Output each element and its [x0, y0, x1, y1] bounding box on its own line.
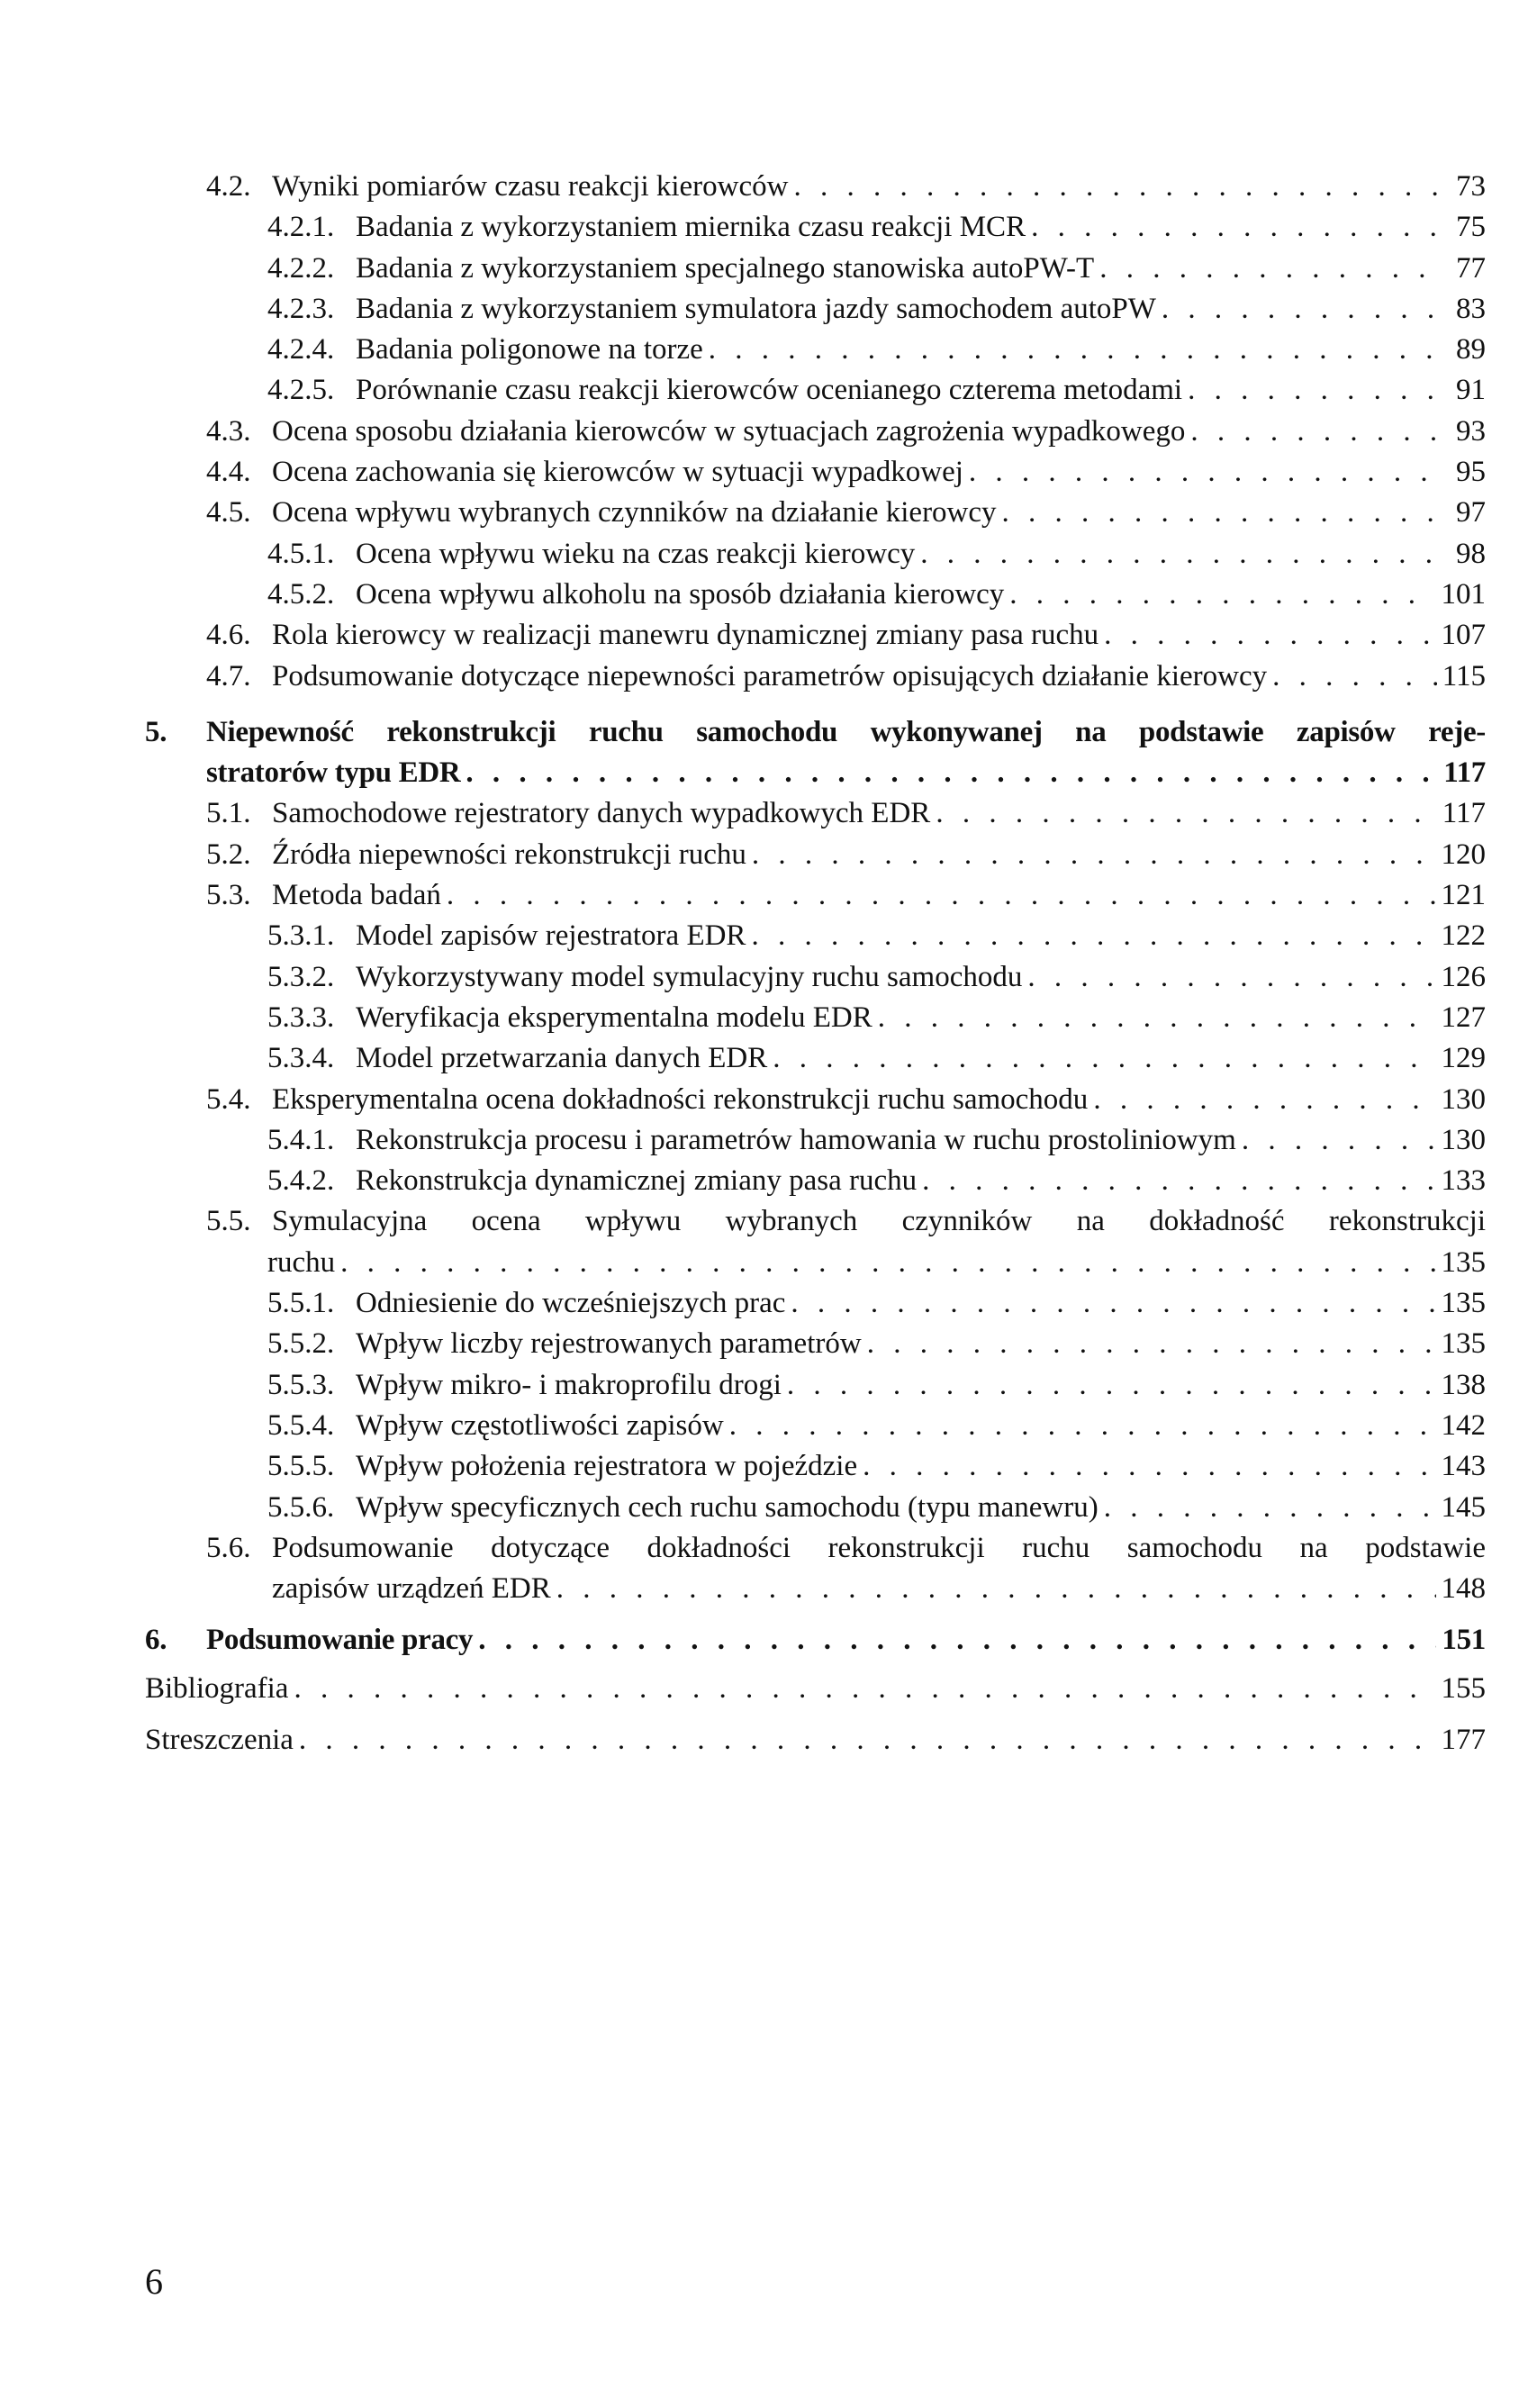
entry-number: 5.5. [206, 1205, 251, 1238]
dot-leader [447, 875, 1436, 916]
entry-title: Weryfikacja eksperymentalna modelu EDR [356, 1000, 872, 1034]
entry-page: 89 [1456, 333, 1486, 367]
dot-leader [922, 1161, 1435, 1201]
entry-number: 4.2. [206, 170, 251, 203]
dot-leader [1242, 1120, 1436, 1161]
entry-number: 4.2.5. [267, 374, 335, 407]
entry-page: 135 [1441, 1327, 1486, 1361]
entry-number: 5.1. [206, 797, 251, 830]
dot-leader [1104, 1488, 1436, 1528]
toc-entry[interactable] [145, 1201, 1486, 1283]
dot-leader [1002, 493, 1444, 533]
toc-entry[interactable] [145, 656, 1486, 697]
toc-entry[interactable] [145, 370, 1486, 411]
entry-number: 4.5.1. [267, 537, 335, 570]
entry-page: 126 [1441, 960, 1486, 993]
dot-leader [1009, 575, 1435, 615]
dot-leader [791, 1283, 1435, 1324]
entry-title: Bibliografia [145, 1671, 289, 1705]
entry-number: 6. [145, 1624, 167, 1657]
entry-number: 5.5.5. [267, 1450, 335, 1483]
toc-entry[interactable] [145, 1283, 1486, 1324]
dot-leader [556, 1569, 1436, 1609]
entry-title: Ocena sposobu działania kierowców w sytuacjach zagrożenia wypadkowego [272, 414, 1186, 448]
entry-number: 5.5.3. [267, 1368, 335, 1401]
dot-leader [751, 916, 1435, 956]
dot-leader [1031, 207, 1444, 248]
entry-number: 5.2. [206, 837, 251, 871]
entry-title: Model przetwarzania danych EDR [356, 1042, 768, 1075]
dot-leader [340, 1243, 1435, 1283]
toc-chapter-6[interactable] [145, 1620, 1486, 1661]
entry-title: Niepewność rekonstrukcji ruchu samochodu wykonywanej na podstawie zapisów reje- [206, 715, 1486, 748]
entry-page: 117 [1443, 756, 1486, 790]
entry-number: 5.3.1. [267, 919, 335, 953]
entry-page: 93 [1456, 414, 1486, 448]
entry-page: 130 [1441, 1082, 1486, 1116]
entry-title-continued: zapisów urządzeń EDR [272, 1572, 551, 1606]
table-of-contents [145, 167, 1486, 1761]
entry-page: 75 [1456, 211, 1486, 244]
dot-leader [1272, 656, 1437, 697]
toc-entry[interactable] [145, 1365, 1486, 1406]
entry-number: 5.4. [206, 1082, 251, 1116]
dot-leader [299, 1720, 1436, 1761]
entry-title: Wyniki pomiarów czasu reakcji kierowców [272, 170, 789, 203]
toc-entry[interactable] [145, 916, 1486, 956]
entry-number: 5.5.4. [267, 1408, 335, 1442]
toc-entry[interactable] [145, 1528, 1486, 1610]
dot-leader [752, 835, 1436, 875]
entry-page: 143 [1441, 1450, 1486, 1483]
toc-chapter-5[interactable] [145, 712, 1486, 794]
entry-number: 4.4. [206, 456, 251, 489]
entry-page: 138 [1441, 1368, 1486, 1401]
entry-page: 107 [1441, 619, 1486, 652]
entry-page: 177 [1441, 1723, 1486, 1756]
entry-title: Wpływ liczby rejestrowanych parametrów [356, 1327, 862, 1361]
dot-leader [294, 1669, 1435, 1709]
entry-page: 122 [1441, 919, 1486, 953]
entry-title: Podsumowanie dotyczące niepewności parametrów opisujących działanie kierowcy [272, 659, 1268, 693]
entry-title: Odniesienie do wcześniejszych prac [356, 1287, 786, 1320]
dot-leader [1027, 957, 1435, 998]
toc-entry[interactable] [145, 1446, 1486, 1487]
entry-title: Ocena zachowania się kierowców w sytuacji wypadkowej [272, 456, 963, 489]
entry-title: Podsumowanie dotyczące dokładności rekonstrukcji ruchu samochodu na podstawie [272, 1531, 1486, 1564]
entry-page: 151 [1442, 1624, 1486, 1657]
entry-page: 130 [1441, 1123, 1486, 1156]
toc-entry[interactable] [145, 249, 1486, 289]
entry-number: 5.4.2. [267, 1164, 335, 1198]
dot-leader [787, 1365, 1436, 1406]
entry-page: 145 [1441, 1490, 1486, 1524]
entry-title: Streszczenia [145, 1723, 294, 1756]
toc-entry[interactable] [145, 1080, 1486, 1120]
entry-page: 135 [1441, 1245, 1486, 1279]
dot-leader [878, 998, 1436, 1038]
entry-number: 5.5.2. [267, 1327, 335, 1361]
entry-page: 148 [1441, 1572, 1486, 1606]
entry-title: Badania z wykorzystaniem symulatora jazdy samochodem autoPW [356, 292, 1156, 325]
dot-leader [1162, 289, 1444, 330]
entry-title: Eksperymentalna ocena dokładności rekonstrukcji ruchu samochodu [272, 1082, 1089, 1116]
entry-page: 155 [1441, 1671, 1486, 1705]
dot-leader [936, 793, 1436, 834]
entry-title: Samochodowe rejestratory danych wypadkowych EDR [272, 797, 931, 830]
toc-entry[interactable] [145, 1038, 1486, 1079]
entry-title: Wpływ mikro- i makroprofilu drogi [356, 1368, 782, 1401]
toc-entry[interactable] [145, 1406, 1486, 1446]
dot-leader [1188, 370, 1444, 411]
toc-entry[interactable] [145, 1324, 1486, 1364]
toc-entry[interactable] [145, 289, 1486, 330]
dot-leader [478, 1620, 1436, 1661]
entry-title-continued: ruchu [267, 1245, 336, 1279]
entry-page: 95 [1456, 456, 1486, 489]
toc-entry[interactable] [145, 330, 1486, 370]
dot-leader [709, 330, 1444, 370]
entry-title: Wpływ specyficznych cech ruchu samochodu (typu manewru) [356, 1490, 1099, 1524]
toc-entry[interactable] [145, 615, 1486, 656]
entry-number: 4.5. [206, 496, 251, 530]
entry-title: Ocena wpływu wieku na czas reakcji kierowcy [356, 537, 916, 570]
entry-title: Wpływ położenia rejestratora w pojeździe [356, 1450, 858, 1483]
entry-title: Wykorzystywany model symulacyjny ruchu samochodu [356, 960, 1023, 993]
dot-leader [920, 534, 1444, 575]
entry-page: 135 [1441, 1287, 1486, 1320]
toc-entry[interactable] [145, 1488, 1486, 1528]
entry-title: Wpływ częstotliwości zapisów [356, 1408, 724, 1442]
entry-page: 77 [1456, 251, 1486, 285]
toc-entry[interactable] [145, 207, 1486, 248]
entry-page: 98 [1456, 537, 1486, 570]
toc-entry[interactable] [145, 998, 1486, 1038]
page-number: 6 [145, 2261, 163, 2302]
toc-entry[interactable] [145, 1120, 1486, 1161]
entry-title: Symulacyjna ocena wpływu wybranych czynników na dokładność rekonstrukcji [272, 1205, 1486, 1238]
entry-page: 133 [1441, 1164, 1486, 1198]
entry-number: 4.2.2. [267, 251, 335, 285]
entry-number: 5.3.3. [267, 1000, 335, 1034]
dot-leader [1190, 412, 1444, 452]
toc-entry[interactable] [145, 534, 1486, 575]
toc-entry[interactable] [145, 793, 1486, 834]
toc-entry[interactable] [145, 412, 1486, 452]
dot-leader [1093, 1080, 1435, 1120]
dot-leader [1104, 615, 1435, 656]
entry-number: 4.3. [206, 414, 251, 448]
entry-number: 5.3.2. [267, 960, 335, 993]
toc-abstracts[interactable] [145, 1720, 1486, 1761]
entry-title: Ocena wpływu alkoholu na sposób działania kierowcy [356, 577, 1005, 611]
entry-page: 97 [1456, 496, 1486, 530]
toc-bibliography[interactable] [145, 1669, 1486, 1709]
toc-entry[interactable] [145, 575, 1486, 615]
entry-number: 4.6. [206, 619, 251, 652]
dot-leader [773, 1038, 1435, 1079]
entry-title: Badania poligonowe na torze [356, 333, 703, 367]
dot-leader [729, 1406, 1436, 1446]
toc-entry[interactable] [145, 167, 1486, 207]
entry-number: 4.2.3. [267, 292, 335, 325]
entry-number: 5.5.1. [267, 1287, 335, 1320]
toc-entry[interactable] [145, 493, 1486, 533]
entry-number: 4.2.4. [267, 333, 335, 367]
entry-title: Porównanie czasu reakcji kierowców ocenianego czterema metodami [356, 374, 1183, 407]
toc-entry[interactable] [145, 957, 1486, 998]
entry-number: 4.2.1. [267, 211, 335, 244]
entry-title: Ocena wpływu wybranych czynników na działanie kierowcy [272, 496, 997, 530]
entry-title-continued: stratorów typu EDR [206, 756, 461, 790]
entry-page: 142 [1441, 1408, 1486, 1442]
dot-leader [863, 1446, 1435, 1487]
entry-page: 73 [1456, 170, 1486, 203]
entry-title: Rekonstrukcja procesu i parametrów hamowania w ruchu prostoliniowym [356, 1123, 1236, 1156]
toc-entry[interactable] [145, 835, 1486, 875]
entry-title: Źródła niepewności rekonstrukcji ruchu [272, 837, 746, 871]
entry-number: 5.4.1. [267, 1123, 335, 1156]
entry-page: 129 [1441, 1042, 1486, 1075]
entry-number: 5.3. [206, 879, 251, 912]
entry-title: Model zapisów rejestratora EDR [356, 919, 746, 953]
entry-number: 4.7. [206, 659, 251, 693]
entry-page: 83 [1456, 292, 1486, 325]
entry-number: 5.6. [206, 1531, 251, 1564]
entry-title: Metoda badań [272, 879, 441, 912]
entry-number: 4.5.2. [267, 577, 335, 611]
entry-number: 5.3.4. [267, 1042, 335, 1075]
entry-page: 121 [1441, 879, 1486, 912]
toc-entry[interactable] [145, 1161, 1486, 1201]
entry-title: Rola kierowcy w realizacji manewru dynamicznej zmiany pasa ruchu [272, 619, 1099, 652]
entry-page: 127 [1441, 1000, 1486, 1034]
entry-number: 5.5.6. [267, 1490, 335, 1524]
entry-page: 91 [1456, 374, 1486, 407]
entry-page: 120 [1441, 837, 1486, 871]
entry-page: 115 [1442, 659, 1486, 693]
dot-leader [466, 753, 1438, 793]
toc-entry[interactable] [145, 452, 1486, 493]
entry-title: Badania z wykorzystaniem miernika czasu reakcji MCR [356, 211, 1026, 244]
dot-leader [793, 167, 1444, 207]
dot-leader [969, 452, 1444, 493]
entry-number: 5. [145, 715, 167, 748]
dot-leader [1099, 249, 1444, 289]
entry-title: Rekonstrukcja dynamicznej zmiany pasa ruchu [356, 1164, 918, 1198]
entry-page: 101 [1441, 577, 1486, 611]
dot-leader [867, 1324, 1436, 1364]
entry-title: Badania z wykorzystaniem specjalnego stanowiska autoPW-T [356, 251, 1095, 285]
toc-entry[interactable] [145, 875, 1486, 916]
entry-page: 117 [1442, 797, 1486, 830]
entry-title: Podsumowanie pracy [206, 1624, 474, 1657]
